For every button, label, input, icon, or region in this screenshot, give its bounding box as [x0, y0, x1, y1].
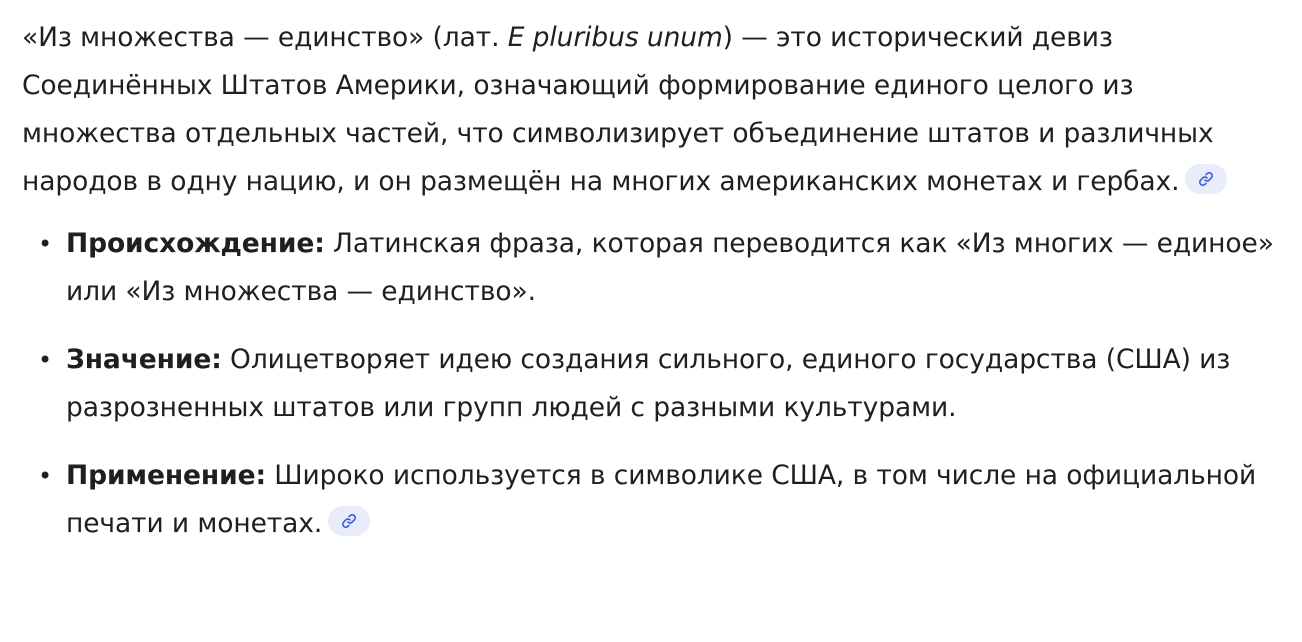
list-item-text: Широко используется в символике США, в том числе на официальной печати и монетах. [66, 460, 1257, 539]
list-item-text: Олицетворяет идею создания сильного, единого государства (США) из разрозненных штатов или групп людей с разными культурами. [66, 344, 1231, 423]
list-item [22, 336, 1280, 432]
list-item [22, 452, 1280, 548]
intro-paragraph [22, 14, 1280, 206]
list-item-text: Латинская фраза, которая переводится как «Из многих — единое» или «Из множества — единство». [66, 228, 1274, 307]
bullet-list [22, 220, 1280, 548]
list-item-term: Происхождение: [66, 228, 325, 259]
link-icon[interactable] [1185, 164, 1227, 194]
list-item [22, 220, 1280, 316]
latin-phrase: E pluribus unum [507, 22, 723, 53]
list-item-term: Применение: [66, 460, 266, 491]
list-item-term: Значение: [66, 344, 222, 375]
intro-text-part2: ) — это исторический девиз Соединённых Штатов Америки, означающий формирование единого целого из множества отдельных частей, что символизирует объединение штатов и различных народов в одну нацию, и он размещён на многих американских монетах и гербах. [22, 22, 1214, 197]
intro-text-part1: «Из множества — единство» (лат. [22, 22, 508, 53]
link-icon[interactable] [328, 506, 370, 536]
